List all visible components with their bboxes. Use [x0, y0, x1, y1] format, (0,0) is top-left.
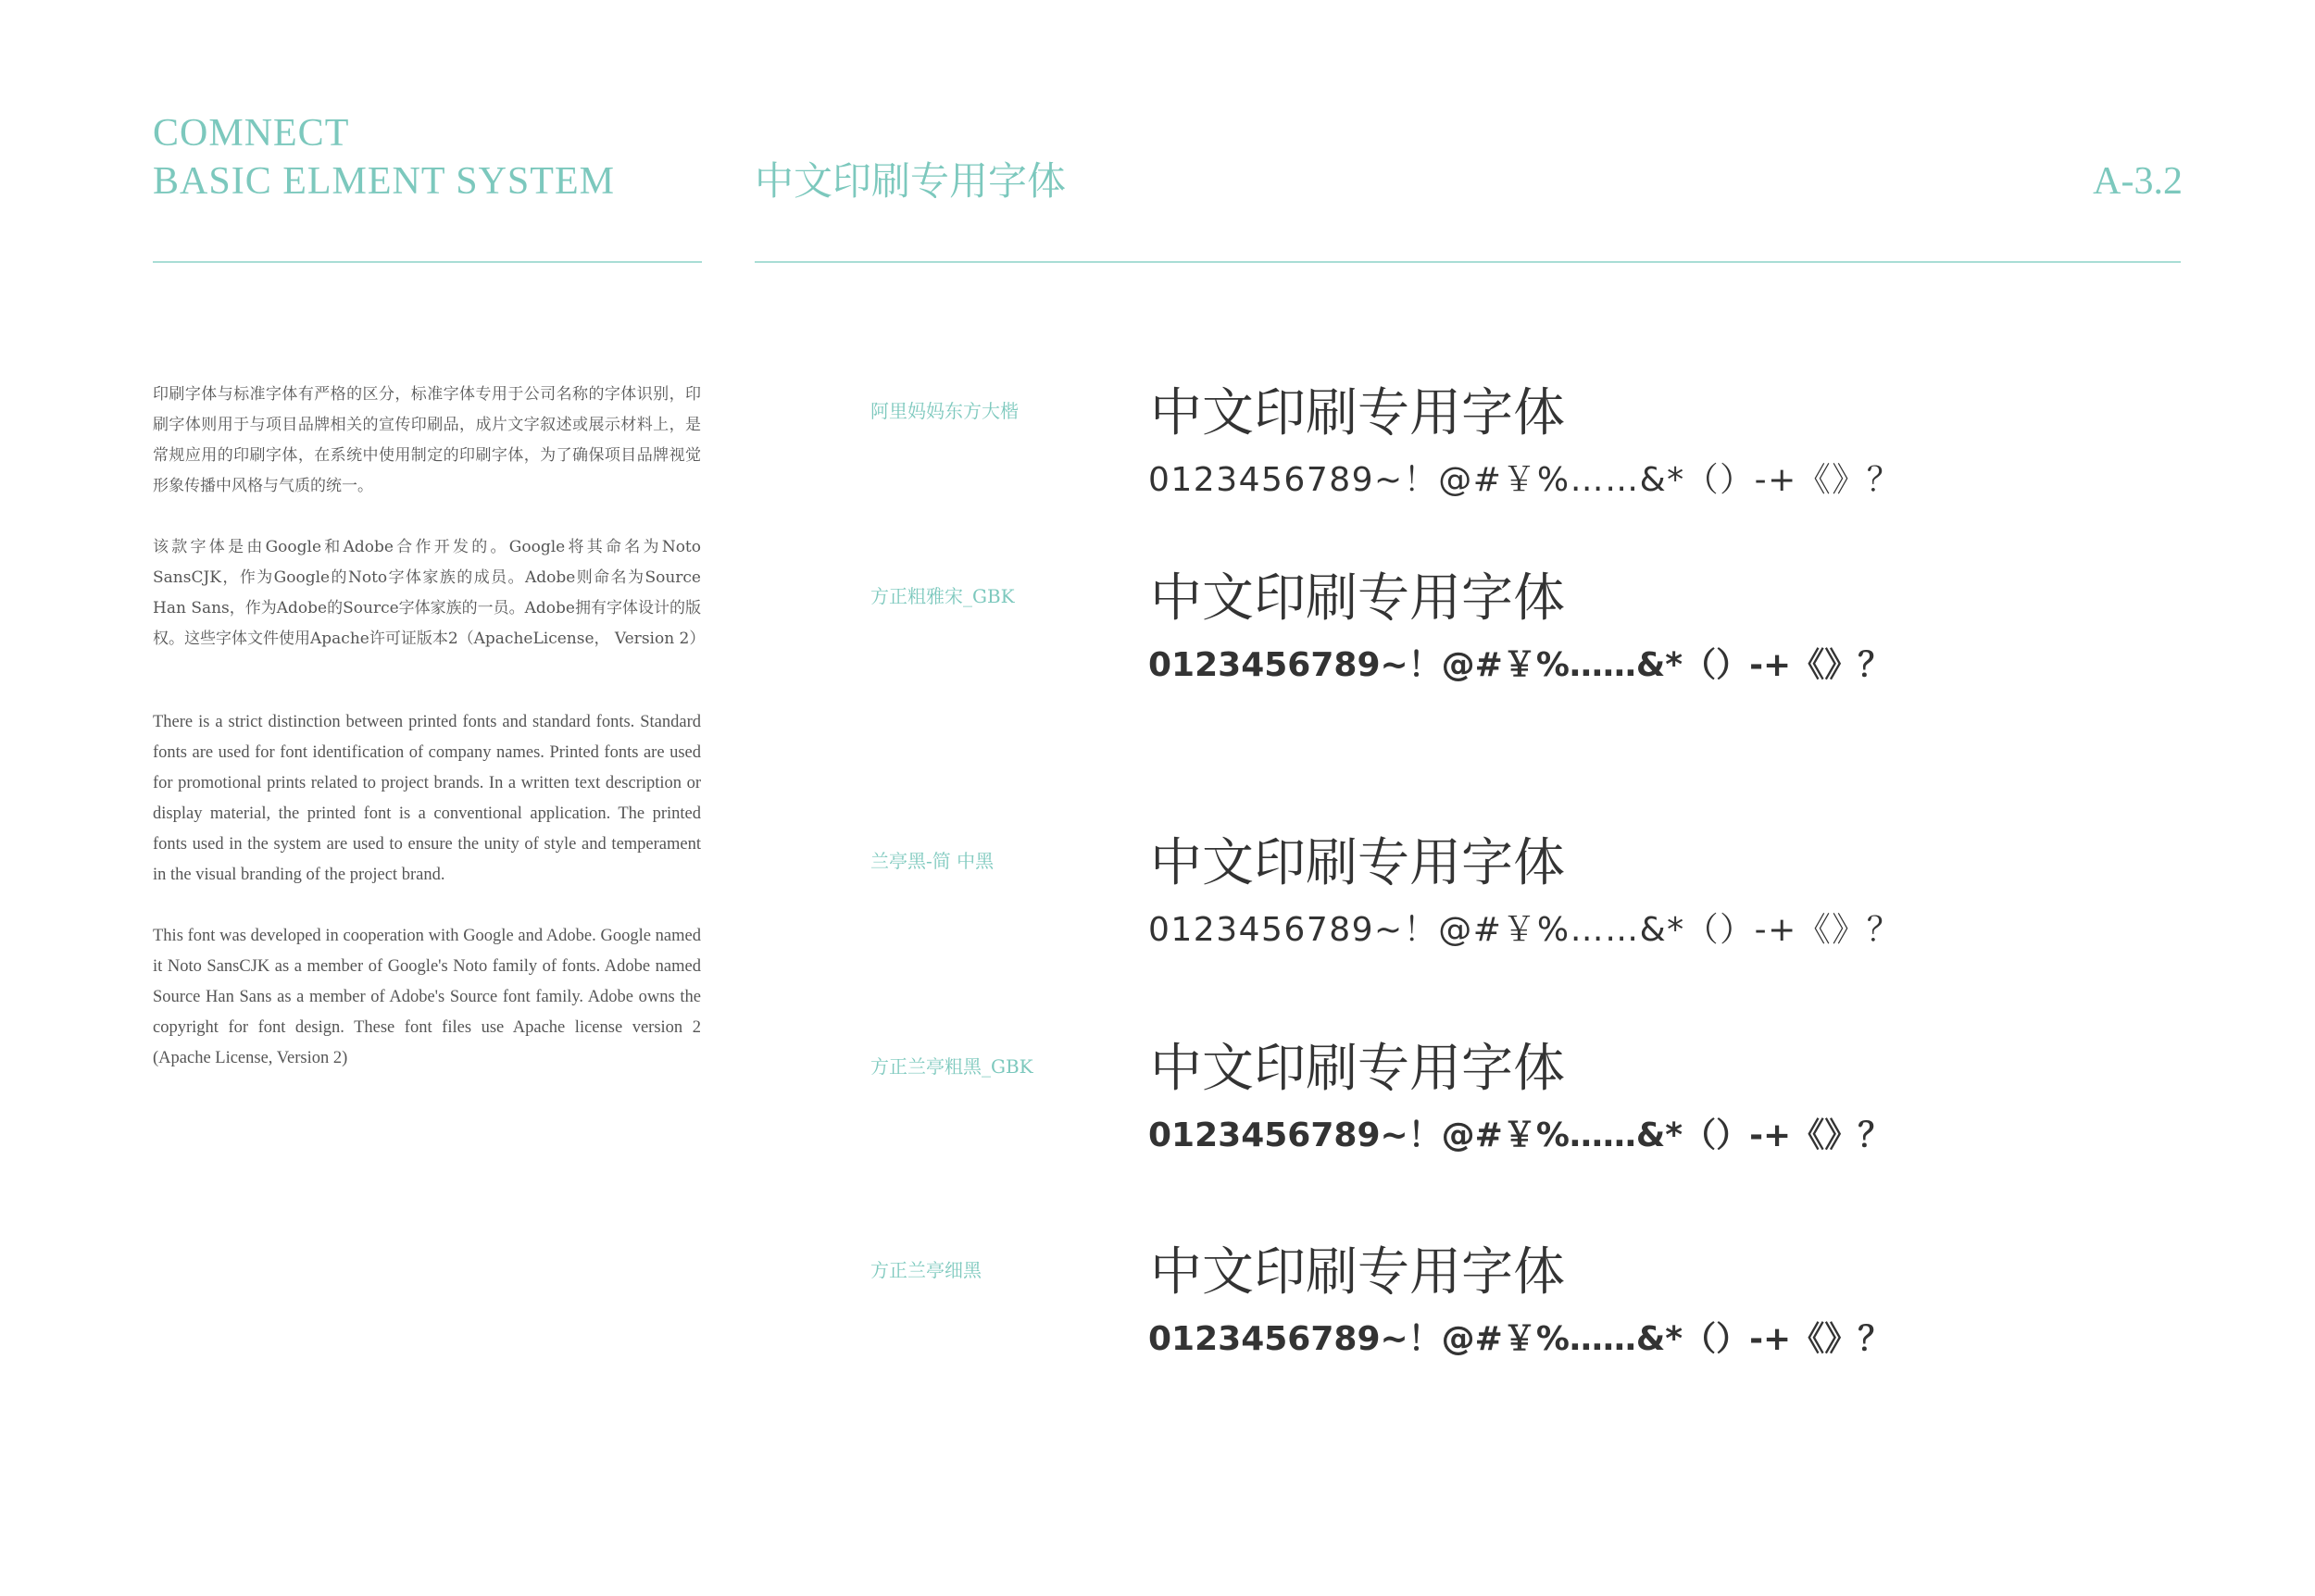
font-sample-glyphs: 0123456789~！@#￥%……&*（）-+《》？	[1148, 461, 1902, 499]
font-sample-glyphs: 0123456789~！@#￥%……&*（）-+《》？	[1148, 911, 1902, 949]
header-divider-right	[755, 261, 2181, 263]
font-name: 阿里妈妈东方大楷	[870, 400, 1019, 422]
font-name: 兰亭黑-简 中黑	[870, 850, 995, 872]
description-zh-paragraph-2: 该款字体是由Google和Adobe合作开发的。Google将其命名为Noto SansCJK，作为Google的Noto字体家族的成员。Adobe则命名为Source Han Sans，作为Adobe的Source字体家族的一员。Adobe拥有字体设计的版权。这些字体文件使用Apache许可证版本2（ApacheLicense， Version 2）	[153, 538, 706, 648]
font-sample-chinese: 中文印刷专用字体	[1150, 833, 1565, 893]
description-en-paragraph-1: There is a strict distinction between printed fonts and standard fonts. Standard fonts are used for font identification of company names. Printed fonts are used for promotional prints related to project brands. In a written text description or display material, the printed font is a conventional application. The printed fonts used in the system are used to ensure the unity of style and temperament in the visual branding of the project brand.	[153, 713, 701, 884]
description-zh-paragraph-1: 印刷字体与标准字体有严格的区分，标准字体专用于公司名称的字体识别，印刷字体则用于与项目品牌相关的宣传印刷品，成片文字叙述或展示材料上，是常规应用的印刷字体，在系统中使用制定的印刷字体，为了确保项目品牌视觉形象传播中风格与气质的统一。	[153, 385, 701, 495]
brand-line-1: COMNECT	[153, 112, 350, 155]
brand-title	[153, 109, 615, 206]
page-title: 中文印刷专用字体	[755, 158, 1067, 204]
font-sample-chinese: 中文印刷专用字体	[1150, 383, 1565, 443]
font-sample-glyphs: 0123456789~！@#￥%……&*（）-+《》？	[1148, 646, 1892, 684]
page-number: A-3.2	[2093, 160, 2183, 203]
font-name: 方正粗雅宋_GBK	[870, 585, 1015, 607]
brand-line-2: BASIC ELMENT SYSTEM	[153, 160, 615, 203]
description-en-paragraph-2: This font was developed in cooperation with Google and Adobe. Google named it Noto SansCJK as a member of Google's Noto family of fonts. Adobe named Source Han Sans as a member of Adobe's Source font family. Adobe owns the copyright for font design. These font files use Apache license version 2 (Apache License, Version 2)	[153, 927, 701, 1067]
font-name: 方正兰亭细黑	[870, 1259, 982, 1281]
font-sample-chinese: 中文印刷专用字体	[1150, 1039, 1565, 1099]
header-divider-left	[153, 261, 702, 263]
font-sample-glyphs: 0123456789~！@#￥%……&*（）-+《》？	[1148, 1116, 1892, 1154]
font-sample-chinese: 中文印刷专用字体	[1150, 1242, 1565, 1303]
font-sample-chinese: 中文印刷专用字体	[1150, 568, 1565, 629]
description-column	[153, 380, 706, 1074]
font-sample-glyphs: 0123456789~！@#￥%……&*（）-+《》？	[1148, 1320, 1892, 1358]
font-name: 方正兰亭粗黑_GBK	[870, 1055, 1033, 1078]
